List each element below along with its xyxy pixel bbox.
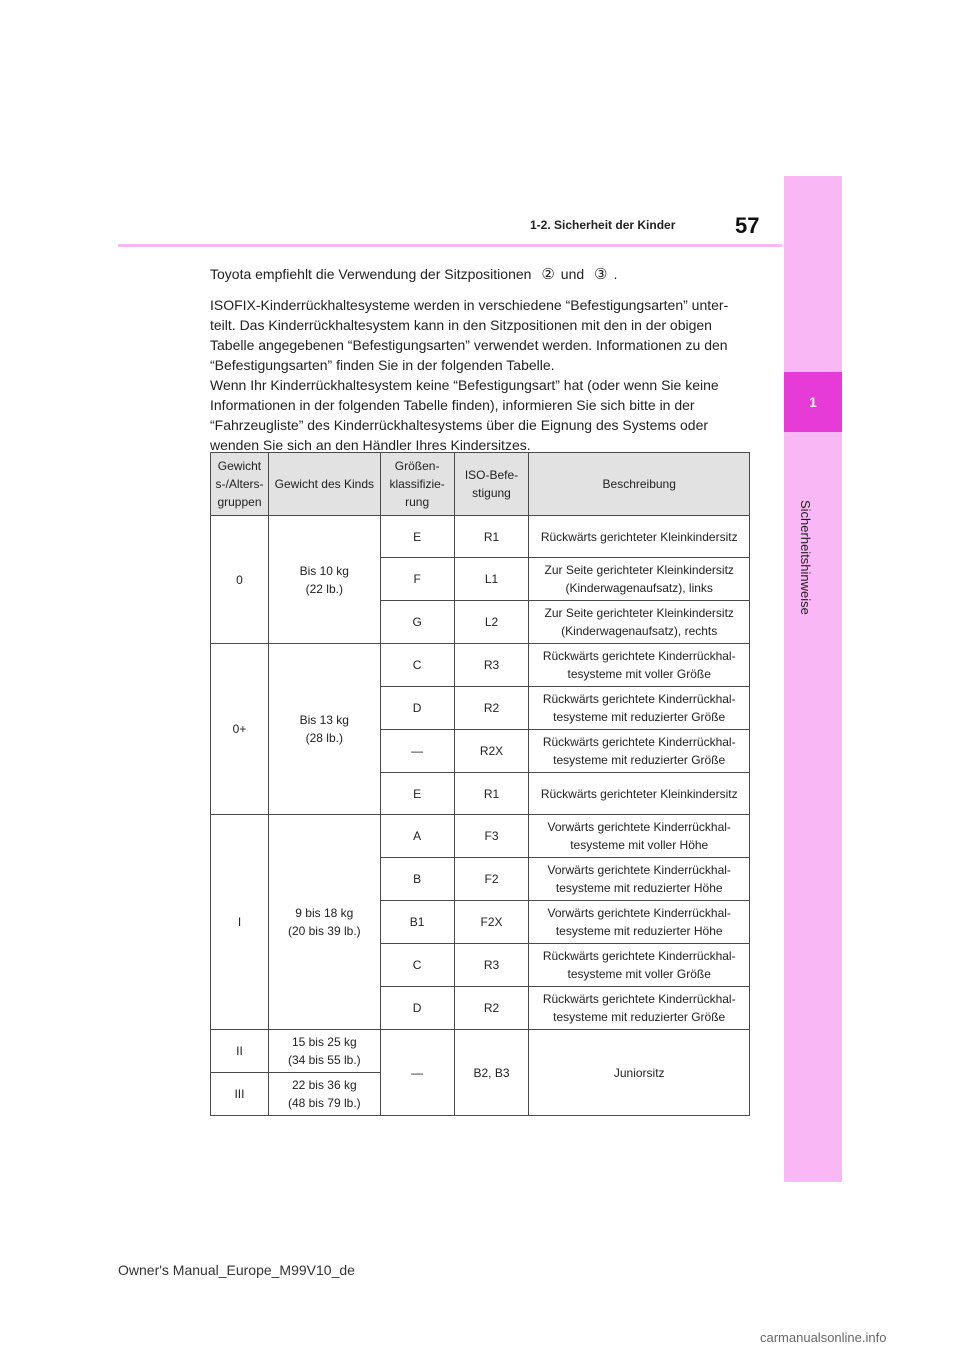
description-line-1: Rückwärts gerichtete Kinderrückhal- (542, 692, 736, 706)
table-row (211, 516, 750, 558)
header-iso: ISO-Befe-stigung (454, 453, 529, 516)
iso-fixture-cell: R1 (454, 516, 529, 558)
description-cell (529, 730, 750, 773)
description-line-1: Zur Seite gerichteter Kleinkindersitz (544, 606, 734, 620)
weight-kg: Bis 13 kg (299, 713, 349, 727)
description-cell (529, 601, 750, 644)
size-class-cell: — (380, 730, 454, 773)
table-row (211, 644, 750, 687)
description-line-1: Rückwärts gerichtete Kinderrückhal- (542, 949, 736, 963)
weight-kg: 9 bis 18 kg (295, 906, 354, 920)
description-line-2: tesysteme mit voller Größe (567, 967, 711, 981)
circled-number-2: ② (541, 266, 555, 283)
description-cell (529, 815, 750, 858)
description-line-2: (Kinderwagenaufsatz), rechts (561, 624, 718, 638)
size-class-cell: A (380, 815, 454, 858)
iso-fixture-cell: F3 (454, 815, 529, 858)
intro-text (210, 264, 750, 455)
description-line-2: tesysteme mit voller Höhe (570, 838, 709, 852)
description-cell (529, 687, 750, 730)
weight-kg: 15 bis 25 kg (291, 1035, 357, 1049)
table-row (211, 1030, 750, 1073)
description-line-2: tesysteme mit voller Größe (567, 667, 711, 681)
size-class-cell: E (380, 516, 454, 558)
circled-number-3: ③ (594, 266, 608, 283)
chapter-number: 1 (809, 394, 817, 410)
weight-lb: (34 bis 55 lb.) (287, 1053, 361, 1067)
description-line-1: Rückwärts gerichteter Kleinkindersitz (540, 529, 738, 544)
description-cell (529, 773, 750, 815)
description-cell (529, 901, 750, 944)
description-cell (529, 644, 750, 687)
size-class-cell: D (380, 687, 454, 730)
weight-kg: 22 bis 36 kg (291, 1078, 357, 1092)
group-cell: 0 (211, 516, 269, 644)
description-line-2: tesysteme mit reduzierter Höhe (555, 924, 723, 938)
page-number: 57 (735, 213, 760, 238)
description-cell (529, 987, 750, 1030)
chapter-number-tab (784, 372, 842, 432)
description-cell (529, 944, 750, 987)
table-row (211, 815, 750, 858)
description-line-2: (Kinderwagenaufsatz), links (565, 581, 713, 595)
weight-cell (268, 1030, 380, 1073)
iso-fixture-cell: R3 (454, 944, 529, 987)
description-cell (529, 558, 750, 601)
description-cell: Juniorsitz (529, 1030, 750, 1116)
iso-fixture-cell: B2, B3 (454, 1030, 529, 1116)
weight-lb: (28 lb.) (305, 731, 343, 745)
size-class-cell: E (380, 773, 454, 815)
description-line-2: tesysteme mit reduzierter Größe (553, 1010, 726, 1024)
description-line-1: Rückwärts gerichtete Kinderrückhal- (542, 735, 736, 749)
description-line-1: Vorwärts gerichtete Kinderrückhal- (547, 863, 731, 877)
intro-line-1: Toyota empfiehlt die Verwendung der Sitzpositionen ② und ③ . (210, 266, 618, 283)
iso-fixture-cell: R2 (454, 987, 529, 1030)
header-weight: Gewicht des Kinds (268, 453, 380, 516)
size-class-cell: F (380, 558, 454, 601)
iso-fixture-cell: F2 (454, 858, 529, 901)
size-class-cell: — (380, 1030, 454, 1116)
header-group: Gewicht s-/Alters-gruppen (211, 453, 269, 516)
intro-paragraph-2: ISOFIX-Kinderrückhaltesysteme werden in verschiedene “Befestigungsarten” unter-teilt. Das Kinderrückhaltesystem kann in den Sitzpositionen mit den in der obigen Tabelle angegebenen “Befestigungsarten” verwendet werden. Informationen zu den “Befestigungsarten” finden Sie in der folgenden Tabelle. Wenn Ihr Kinderrückhaltesystem keine “Befestigungsart” hat (oder wenn Sie keine Informationen in der folgenden Tabelle finden), informieren Sie sich bitte in der “Fahrzeugliste” des Kinderrückhaltesystems über die Eignung des Systems oder wenden Sie sich an den Händler Ihres Kindersitzes. (210, 297, 729, 453)
chapter-side-strip (784, 176, 842, 1182)
size-class-cell: C (380, 644, 454, 687)
weight-lb: (22 lb.) (305, 581, 343, 596)
group-cell: III (211, 1073, 269, 1116)
description-cell (529, 858, 750, 901)
iso-fixture-cell: L1 (454, 558, 529, 601)
table-header-row (211, 453, 750, 516)
header-size: Größen-klassifizie-rung (380, 453, 454, 516)
size-class-cell: D (380, 987, 454, 1030)
weight-lb: (20 bis 39 lb.) (287, 924, 361, 938)
section-title: 1-2. Sicherheit der Kinder (530, 218, 676, 232)
group-cell: 0+ (211, 644, 269, 815)
iso-fixture-cell: F2X (454, 901, 529, 944)
weight-cell (268, 1073, 380, 1116)
description-line-1: Vorwärts gerichtete Kinderrückhal- (547, 906, 731, 920)
description-line-2: tesysteme mit reduzierter Größe (553, 710, 726, 724)
group-cell: I (211, 815, 269, 1030)
weight-lb: (48 bis 79 lb.) (287, 1096, 361, 1110)
group-cell: II (211, 1030, 269, 1073)
isofix-table (210, 452, 750, 1116)
weight-cell (268, 644, 380, 815)
iso-fixture-cell: R2 (454, 687, 529, 730)
description-line-1: Vorwärts gerichtete Kinderrückhal- (547, 820, 731, 834)
table-body (211, 516, 750, 1116)
iso-fixture-cell: R1 (454, 773, 529, 815)
description-cell (529, 516, 750, 558)
weight-kg: Bis 10 kg (299, 563, 349, 578)
size-class-cell: B (380, 858, 454, 901)
description-line-1: Rückwärts gerichtete Kinderrückhal- (542, 649, 736, 663)
size-class-cell: B1 (380, 901, 454, 944)
weight-cell (268, 815, 380, 1030)
chapter-label: Sicherheitshinweise (798, 500, 813, 615)
description-line-1: Rückwärts gerichteter Kleinkindersitz (540, 786, 738, 801)
description-line-1: Zur Seite gerichteter Kleinkindersitz (544, 563, 734, 577)
size-class-cell: G (380, 601, 454, 644)
size-class-cell: C (380, 944, 454, 987)
description-line-2: tesysteme mit reduzierter Größe (553, 753, 726, 767)
header-rule (118, 244, 782, 247)
weight-cell (268, 516, 380, 644)
description-line-1: Rückwärts gerichtete Kinderrückhal- (542, 992, 736, 1006)
iso-fixture-cell: R2X (454, 730, 529, 773)
iso-fixture-cell: R3 (454, 644, 529, 687)
description-line-2: tesysteme mit reduzierter Höhe (555, 881, 723, 895)
watermark: carmanualsonline.info (760, 1330, 887, 1345)
footer-manual-title: Owner's Manual_Europe_M99V10_de (118, 1262, 355, 1278)
header-description: Beschreibung (529, 453, 750, 516)
iso-fixture-cell: L2 (454, 601, 529, 644)
